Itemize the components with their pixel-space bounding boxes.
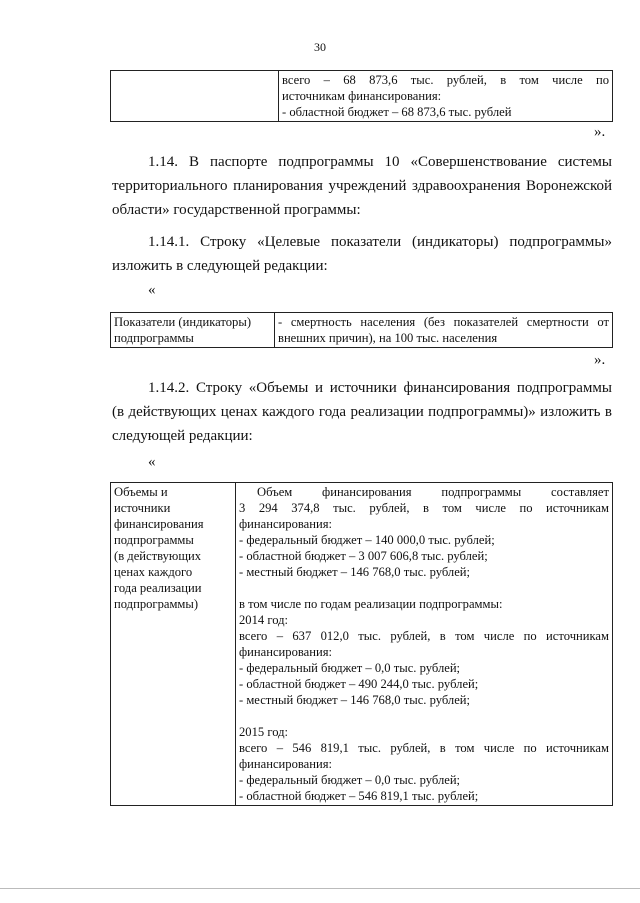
table-cell-empty: [111, 71, 279, 122]
paragraph-line: 1.14.2. Строку «Объемы и источники финансирования подпрограммы: [148, 380, 612, 396]
table-line: всего – 68 873,6 тыс. рублей, в том числе по: [282, 73, 609, 87]
opening-quote: «: [148, 454, 156, 470]
table-row: [111, 483, 613, 806]
paragraph-line: изложить в следующей редакции:: [112, 258, 328, 274]
table-line: - областной бюджет – 490 244,0 тыс. рублей;: [239, 677, 479, 691]
table-line: - местный бюджет – 146 768,0 тыс. рублей;: [239, 565, 471, 579]
table-cell-funding: [279, 71, 613, 122]
blank-line: [239, 708, 609, 724]
paragraph-line: 1.14. В паспорте подпрограммы 10 «Совершенствование системы: [148, 154, 612, 170]
paragraph-line: территориального планирования учреждений здравоохранения Воронежской: [112, 178, 612, 194]
table-line: источникам финансирования:: [282, 89, 442, 103]
table-line: подпрограммы: [114, 533, 194, 547]
table-line: ценах каждого: [114, 565, 193, 579]
paragraph-1-14-1: [112, 230, 612, 278]
table-line: - федеральный бюджет – 0,0 тыс. рублей;: [239, 661, 461, 675]
table-cell-label: [111, 313, 275, 348]
closing-quote: ».: [594, 124, 606, 140]
table-line: источники: [114, 501, 171, 515]
table-indicators: [110, 312, 613, 348]
table-line: - федеральный бюджет – 140 000,0 тыс. рублей;: [239, 533, 495, 547]
table-line: финансирования:: [239, 517, 333, 531]
year-heading: 2015 год:: [239, 725, 289, 739]
paragraph-line: 1.14.1. Строку «Целевые показатели (индикаторы) подпрограммы»: [148, 234, 612, 250]
table-line: финансирования:: [239, 645, 333, 659]
table-funding-volumes: [110, 482, 613, 806]
table-cell-label: [111, 483, 236, 806]
table-cell-value: [275, 313, 613, 348]
table-line: Показатели (индикаторы): [114, 315, 252, 329]
page-bottom-edge: [0, 888, 640, 889]
page-number: 30: [314, 40, 326, 54]
table-line: подпрограммы): [114, 597, 199, 611]
paragraph-1-14-2: [112, 376, 612, 448]
table-line: - смертность населения (без показателей смертности от: [278, 315, 609, 329]
table-line: - областной бюджет – 546 819,1 тыс. рублей;: [239, 789, 479, 803]
table-line: - областной бюджет – 68 873,6 тыс. рублей: [282, 105, 512, 119]
opening-quote: «: [148, 282, 156, 298]
table-line: (в действующих: [114, 549, 202, 563]
paragraph-line: области» государственной программы:: [112, 202, 361, 218]
paragraph-line: (в действующих ценах каждого года реализации подпрограммы)» изложить в: [112, 404, 612, 420]
table-line: Объемы и: [114, 485, 168, 499]
table-line: всего – 546 819,1 тыс. рублей, в том числе по источникам: [239, 741, 609, 755]
table-line: всего – 637 012,0 тыс. рублей, в том числе по источникам: [239, 629, 609, 643]
table-row: [111, 71, 613, 122]
table-line: года реализации: [114, 581, 202, 595]
table-line: подпрограммы: [114, 331, 194, 345]
table-line: в том числе по годам реализации подпрограммы:: [239, 597, 503, 611]
table-line: - федеральный бюджет – 0,0 тыс. рублей;: [239, 773, 461, 787]
paragraph-1-14: [112, 150, 612, 222]
table-line: внешних причин), на 100 тыс. населения: [278, 331, 498, 345]
blank-line: [239, 580, 609, 596]
table-line: - областной бюджет – 3 007 606,8 тыс. рублей;: [239, 549, 488, 563]
closing-quote: ».: [594, 352, 606, 368]
table-line: 3 294 374,8 тыс. рублей, в том числе по источникам: [239, 501, 609, 515]
year-heading: 2014 год:: [239, 613, 289, 627]
table-line: финансирования:: [239, 757, 333, 771]
paragraph-line: следующей редакции:: [112, 428, 253, 444]
table-line: Объем финансирования подпрограммы составляет: [257, 485, 609, 499]
table-line: - местный бюджет – 146 768,0 тыс. рублей;: [239, 693, 471, 707]
table-line: финансирования: [114, 517, 204, 531]
table-row: [111, 313, 613, 348]
table-funding-continuation: [110, 70, 613, 122]
table-cell-value: [236, 483, 613, 806]
